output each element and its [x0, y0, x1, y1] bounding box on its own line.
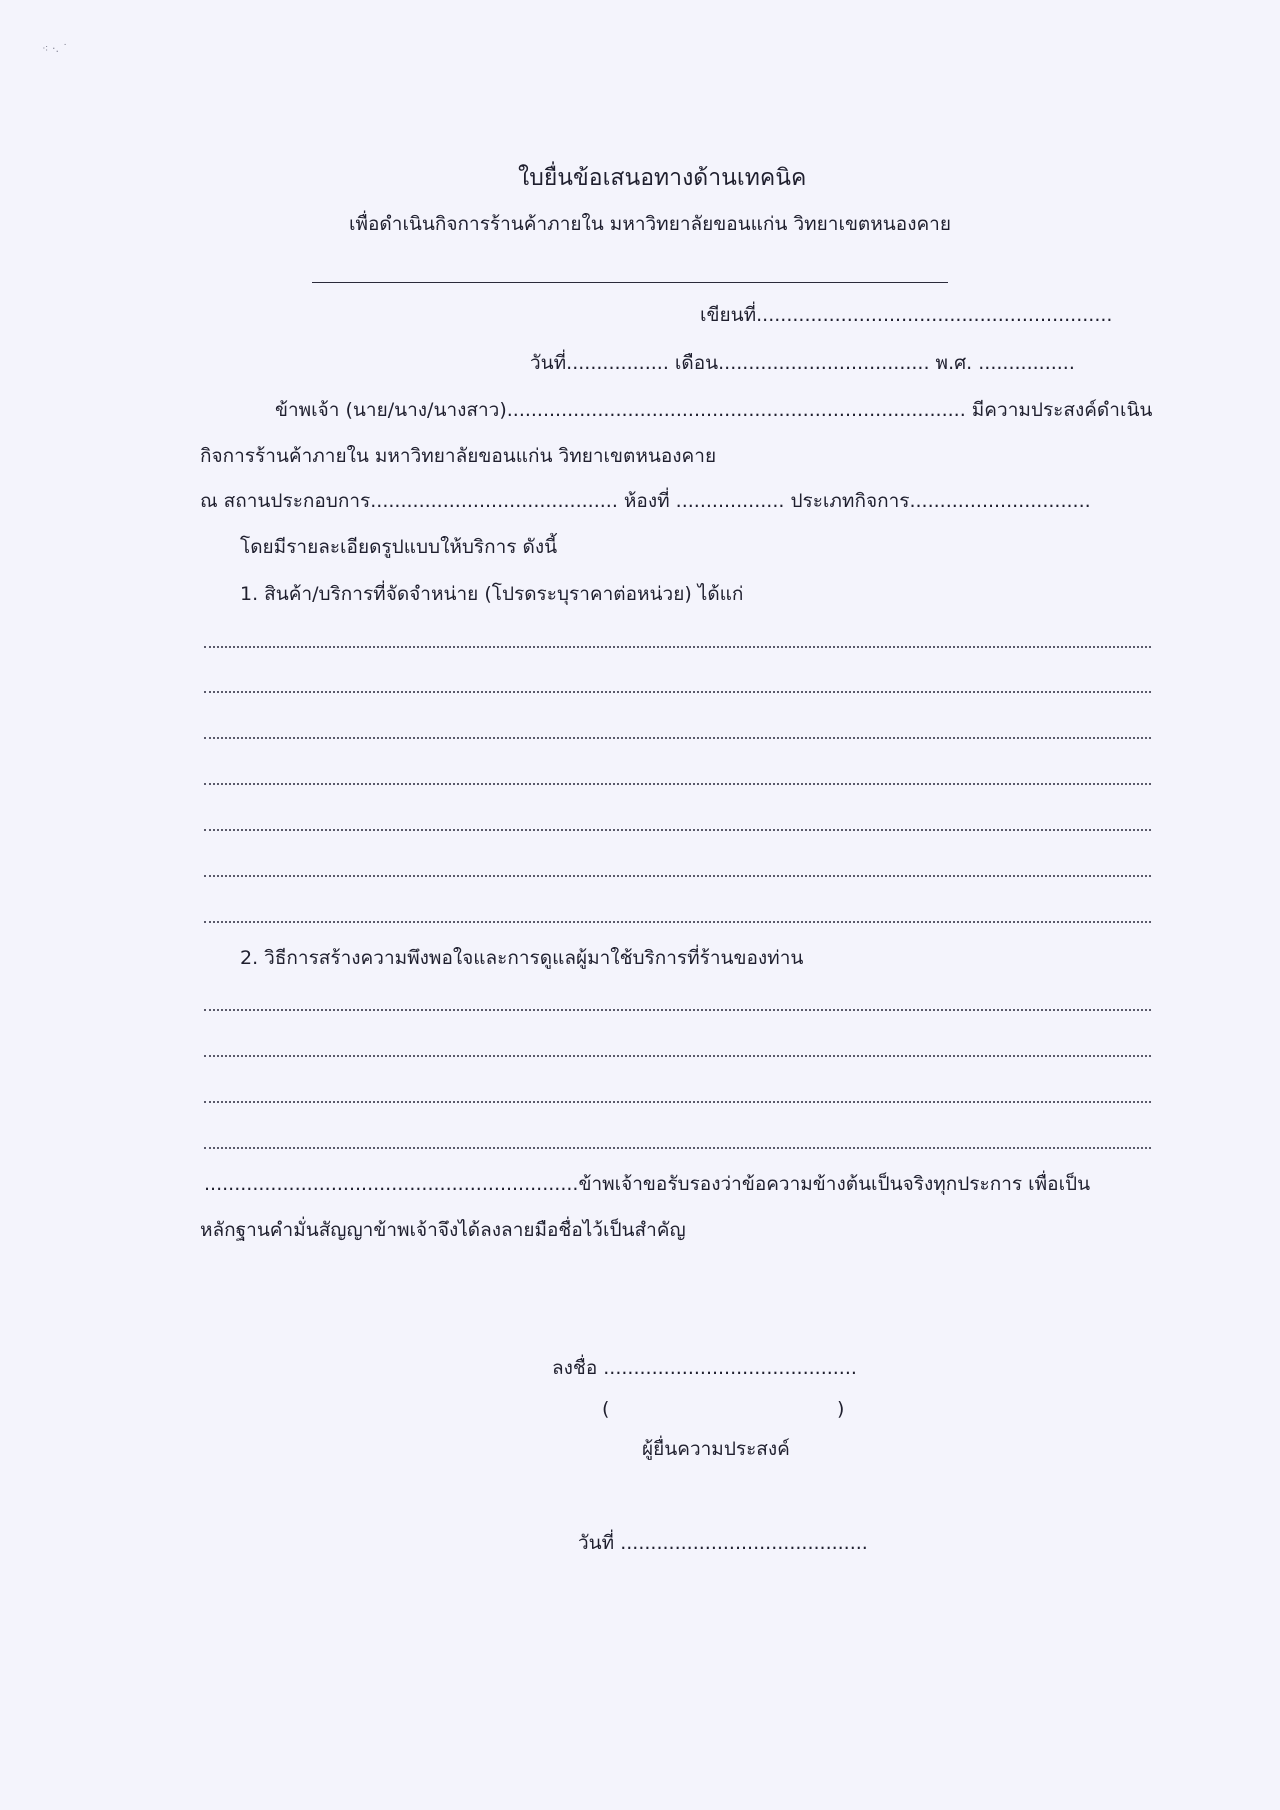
- document-subtitle: เพื่อดำเนินกิจการร้านค้าภายใน มหาวิทยาลัยขอนแก่น วิทยาเขตหนองคาย: [349, 213, 951, 235]
- fill-line: [204, 783, 1151, 785]
- signature-line: ลงชื่อ ..........................................: [552, 1357, 857, 1379]
- written-at-field: เขียนที่...........................................................: [700, 304, 1113, 326]
- signature-paren-open: (: [602, 1398, 610, 1420]
- fill-line: [204, 646, 1151, 648]
- fill-line: [204, 691, 1151, 693]
- intro-line-1: ข้าพเจ้า (นาย/นาง/นางสาว)............................................................................ มีความประสงค์ดำเนิน: [275, 399, 1153, 421]
- item-1-heading: 1. สินค้า/บริการที่จัดจำหน่าย (โปรดระบุราคาต่อหน่วย) ได้แก่: [240, 583, 744, 605]
- details-intro: โดยมีรายละเอียดรูปแบบให้บริการ ดังนี้: [240, 536, 558, 558]
- signature-date: วันที่ .........................................: [578, 1532, 868, 1554]
- date-field: วันที่................. เดือน................................... พ.ศ. ................: [530, 352, 1075, 374]
- fill-line: [204, 921, 1151, 923]
- fill-line: [204, 875, 1151, 877]
- fill-line: [204, 829, 1151, 831]
- applicant-role-label: ผู้ยื่นความประสงค์: [642, 1438, 790, 1460]
- fill-line: [204, 737, 1151, 739]
- intro-line-2: กิจการร้านค้าภายใน มหาวิทยาลัยขอนแก่น วิทยาเขตหนองคาย: [200, 445, 717, 467]
- certification-line-2: หลักฐานคำมั่นสัญญาข้าพเจ้าจึงได้ลงลายมือชื่อไว้เป็นสำคัญ: [200, 1219, 686, 1241]
- fill-line: [204, 1101, 1151, 1103]
- title-divider: [312, 282, 948, 283]
- certification-line-1: ..............................................................ข้าพเจ้าขอรับรองว่าข้อความข้างต้นเป็นจริงทุกประการ เพื่อเป็น: [204, 1173, 1091, 1195]
- fill-line: [204, 1009, 1151, 1011]
- item-2-heading: 2. วิธีการสร้างความพึงพอใจและการดูแลผู้มาใช้บริการที่ร้านของท่าน: [240, 947, 804, 969]
- scan-mark: ⁖ ·. ˙: [42, 42, 68, 55]
- intro-line-3: ณ สถานประกอบการ......................................... ห้องที่ .................. ประเภทกิจการ..............................: [200, 490, 1091, 512]
- document-title: ใบยื่นข้อเสนอทางด้านเทคนิค: [518, 165, 807, 191]
- fill-line: [204, 1055, 1151, 1057]
- signature-paren-close: ): [837, 1398, 845, 1420]
- fill-line: [204, 1147, 1151, 1149]
